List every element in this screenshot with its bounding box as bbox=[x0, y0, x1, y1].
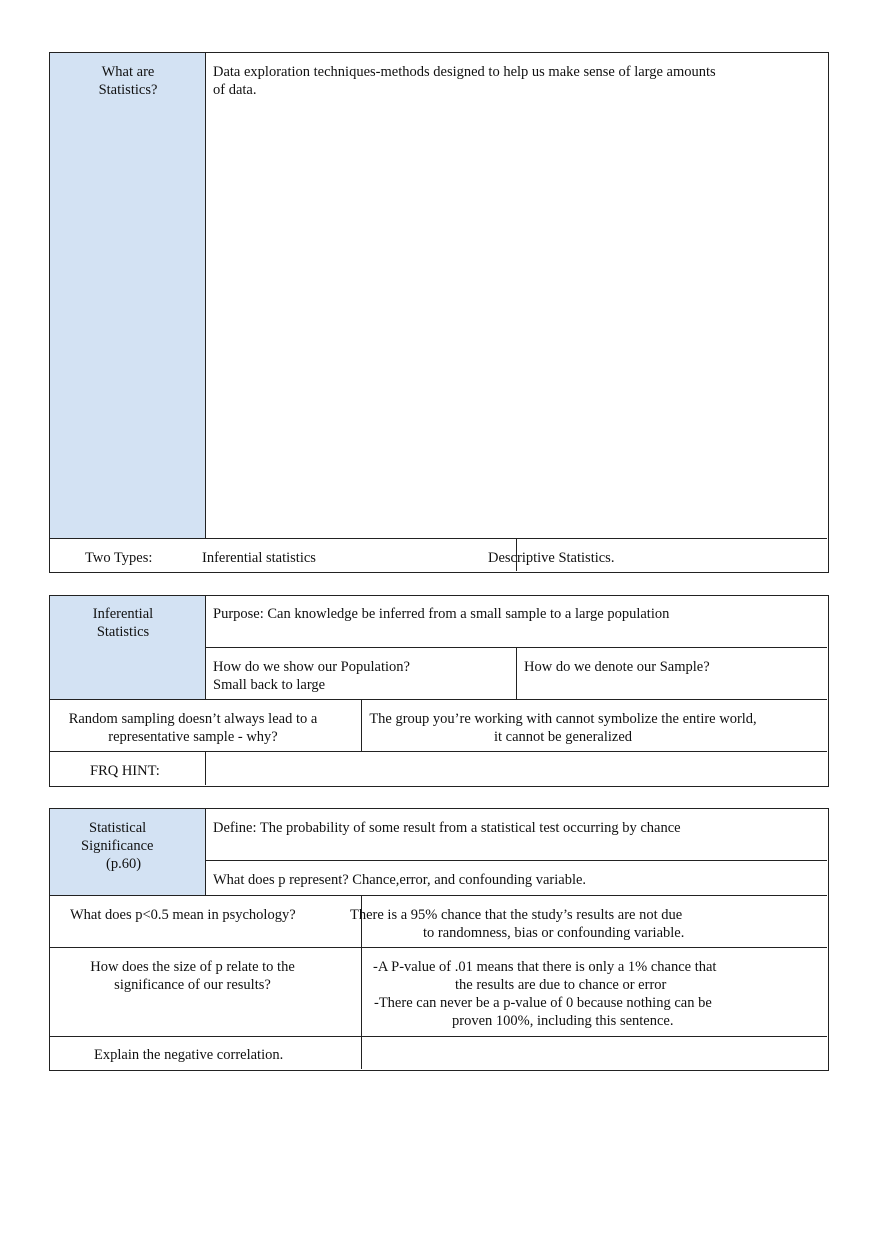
inferential-label: Inferential Statistics bbox=[92, 606, 154, 640]
statistics-label-cell bbox=[50, 53, 206, 539]
p-represent: What does p represent? Chance,error, and confounding variable. bbox=[213, 872, 587, 888]
negative-correlation-answer-cell[interactable] bbox=[363, 1037, 827, 1069]
type-inferential: Inferential statistics bbox=[202, 550, 316, 566]
purpose-text: Purpose: Can knowledge be inferred from a small sample to a large population bbox=[213, 606, 670, 622]
sample-question: How do we denote our Sample? bbox=[524, 659, 710, 675]
statistics-label: What are Statistics? bbox=[98, 64, 158, 98]
p05-question: What does p<0.5 mean in psychology? bbox=[70, 907, 296, 923]
significance-label-1: Statistical bbox=[89, 820, 147, 836]
p05-answer-2: to randomness, bias or confounding variable. bbox=[423, 925, 685, 941]
two-types-label: Two Types: bbox=[85, 550, 153, 566]
type-descriptive: Descriptive Statistics. bbox=[488, 550, 615, 566]
inferential-table bbox=[49, 595, 829, 787]
statistics-definition: Data exploration techniques-methods designed to help us make sense of large amounts of data. bbox=[213, 64, 716, 98]
significance-label-2: Significance bbox=[81, 838, 154, 854]
significance-table bbox=[49, 808, 829, 1071]
frq-hint-answer-cell[interactable] bbox=[207, 752, 827, 785]
statistics-table bbox=[49, 52, 829, 573]
negative-correlation-question: Explain the negative correlation. bbox=[94, 1047, 284, 1063]
population-answer: Small back to large bbox=[213, 677, 326, 693]
p-size-question: How does the size of p relate to the significance of our results? bbox=[90, 959, 295, 993]
random-sampling-answer: The group you’re working with cannot symbolize the entire world, it cannot be generalized bbox=[369, 711, 757, 745]
p-size-answer-1: -A P-value of .01 means that there is only a 1% chance that bbox=[373, 959, 717, 975]
p05-answer-1: There is a 95% chance that the study’s results are not due bbox=[350, 907, 683, 923]
p-size-answer-2: the results are due to chance or error bbox=[455, 977, 667, 993]
random-sampling-question: Random sampling doesn’t always lead to a representative sample - why? bbox=[68, 711, 318, 745]
population-question: How do we show our Population? bbox=[213, 659, 410, 675]
frq-hint-label: FRQ HINT: bbox=[90, 763, 160, 779]
p-size-answer-4: proven 100%, including this sentence. bbox=[452, 1013, 674, 1029]
significance-definition: Define: The probability of some result from a statistical test occurring by chance bbox=[213, 820, 681, 836]
significance-label-3: (p.60) bbox=[106, 856, 142, 872]
p-size-answer-3: -There can never be a p-value of 0 because nothing can be bbox=[374, 995, 712, 1011]
